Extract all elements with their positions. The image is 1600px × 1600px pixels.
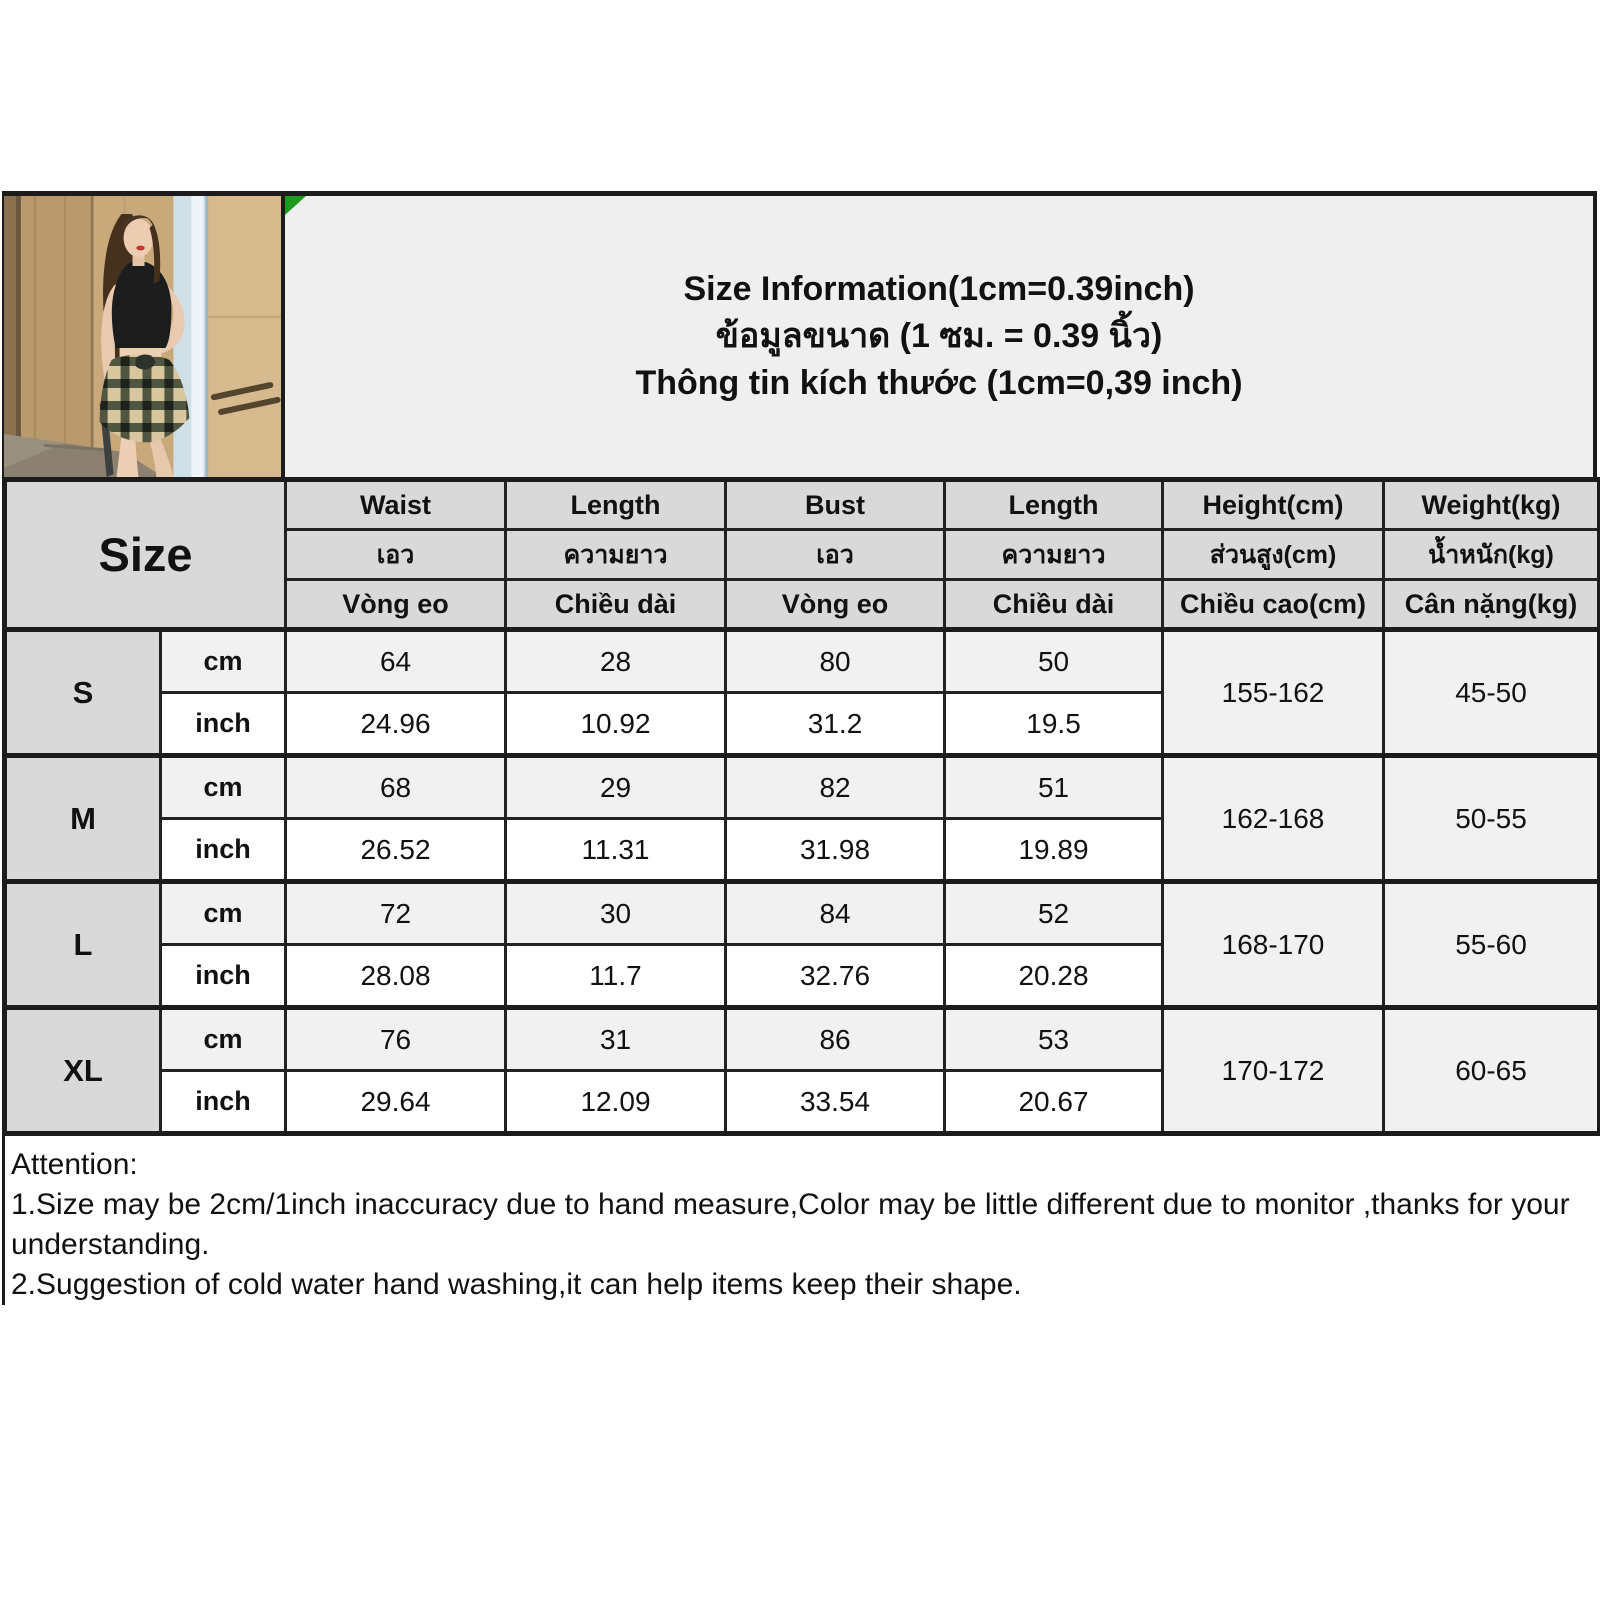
size-chart-content [2, 191, 1597, 1305]
height-range-cell: 170-172 [1163, 1008, 1384, 1134]
value-cell: 86 [726, 1008, 945, 1071]
col-header-length1-vi: Chiều dài [506, 580, 726, 630]
col-header-height-en: Height(cm) [1163, 480, 1384, 530]
weight-range-cell: 50-55 [1384, 756, 1600, 882]
height-range-cell: 168-170 [1163, 882, 1384, 1008]
col-header-weight-th: น้ำหนัก(kg) [1384, 530, 1600, 580]
row-xl-cm [5, 1008, 1600, 1071]
value-cell: 28.08 [286, 945, 506, 1008]
value-cell: 52 [945, 882, 1163, 945]
col-header-length1-th: ความยาว [506, 530, 726, 580]
size-header: Size [5, 480, 286, 630]
value-cell: 11.7 [506, 945, 726, 1008]
col-header-height-vi: Chiều cao(cm) [1163, 580, 1384, 630]
col-header-bust-vi: Vòng eo [726, 580, 945, 630]
attention-title: Attention: [11, 1148, 138, 1181]
col-header-length2-th: ความยาว [945, 530, 1163, 580]
title-vietnamese: Thông tin kích thước (1cm=0,39 inch) [635, 364, 1243, 402]
value-cell: 31.2 [726, 693, 945, 756]
col-header-waist-en: Waist [286, 480, 506, 530]
col-header-weight-vi: Cân nặng(kg) [1384, 580, 1600, 630]
value-cell: 29.64 [286, 1071, 506, 1134]
weight-range-cell: 55-60 [1384, 882, 1600, 1008]
value-cell: 29 [506, 756, 726, 819]
value-cell: 72 [286, 882, 506, 945]
value-cell: 24.96 [286, 693, 506, 756]
size-row-label-l: L [5, 882, 161, 1008]
col-header-length2-en: Length [945, 480, 1163, 530]
height-range-cell: 155-162 [1163, 630, 1384, 756]
title-thai: ข้อมูลขนาด (1 ซม. = 0.39 นิ้ว) [715, 317, 1163, 355]
value-cell: 28 [506, 630, 726, 693]
size-row-label-xl: XL [5, 1008, 161, 1134]
height-range-cell: 162-168 [1163, 756, 1384, 882]
attention-item2: 2.Suggestion of cold water hand washing,it can help items keep their shape. [11, 1268, 1022, 1301]
unit-cell: inch [161, 945, 286, 1008]
row-s-cm [5, 630, 1600, 693]
unit-cell: cm [161, 882, 286, 945]
product-photo-illustration [4, 196, 281, 477]
value-cell: 26.52 [286, 819, 506, 882]
top-band [2, 191, 1597, 477]
value-cell: 51 [945, 756, 1163, 819]
value-cell: 30 [506, 882, 726, 945]
value-cell: 31 [506, 1008, 726, 1071]
excel-corner-marker-icon [285, 196, 306, 215]
size-info-title-box [281, 196, 1597, 477]
col-header-waist-vi: Vòng eo [286, 580, 506, 630]
col-header-length2-vi: Chiều dài [945, 580, 1163, 630]
product-photo [2, 196, 281, 477]
value-cell: 76 [286, 1008, 506, 1071]
weight-range-cell: 60-65 [1384, 1008, 1600, 1134]
value-cell: 53 [945, 1008, 1163, 1071]
unit-cell: inch [161, 693, 286, 756]
unit-cell: cm [161, 1008, 286, 1071]
attention-item1-line2: understanding. [11, 1228, 210, 1261]
size-row-label-m: M [5, 756, 161, 882]
attention-item1-line1: 1.Size may be 2cm/1inch inaccuracy due to hand measure,Color may be little different due to monitor ,thanks for your [11, 1188, 1570, 1221]
value-cell: 10.92 [506, 693, 726, 756]
value-cell: 84 [726, 882, 945, 945]
title-english: Size Information(1cm=0.39inch) [683, 270, 1195, 308]
size-row-label-s: S [5, 630, 161, 756]
col-header-length1-en: Length [506, 480, 726, 530]
attention-note [2, 1136, 1597, 1305]
unit-cell: cm [161, 756, 286, 819]
value-cell: 19.89 [945, 819, 1163, 882]
value-cell: 80 [726, 630, 945, 693]
value-cell: 82 [726, 756, 945, 819]
value-cell: 11.31 [506, 819, 726, 882]
col-header-bust-en: Bust [726, 480, 945, 530]
value-cell: 68 [286, 756, 506, 819]
value-cell: 20.28 [945, 945, 1163, 1008]
unit-cell: inch [161, 819, 286, 882]
weight-range-cell: 45-50 [1384, 630, 1600, 756]
size-table [2, 477, 1600, 1136]
col-header-waist-th: เอว [286, 530, 506, 580]
value-cell: 12.09 [506, 1071, 726, 1134]
col-header-weight-en: Weight(kg) [1384, 480, 1600, 530]
value-cell: 64 [286, 630, 506, 693]
value-cell: 33.54 [726, 1071, 945, 1134]
value-cell: 19.5 [945, 693, 1163, 756]
row-m-cm [5, 756, 1600, 819]
value-cell: 31.98 [726, 819, 945, 882]
unit-cell: cm [161, 630, 286, 693]
unit-cell: inch [161, 1071, 286, 1134]
header-row-en [5, 480, 1600, 530]
row-l-cm [5, 882, 1600, 945]
col-header-bust-th: เอว [726, 530, 945, 580]
value-cell: 20.67 [945, 1071, 1163, 1134]
col-header-height-th: ส่วนสูง(cm) [1163, 530, 1384, 580]
value-cell: 50 [945, 630, 1163, 693]
value-cell: 32.76 [726, 945, 945, 1008]
